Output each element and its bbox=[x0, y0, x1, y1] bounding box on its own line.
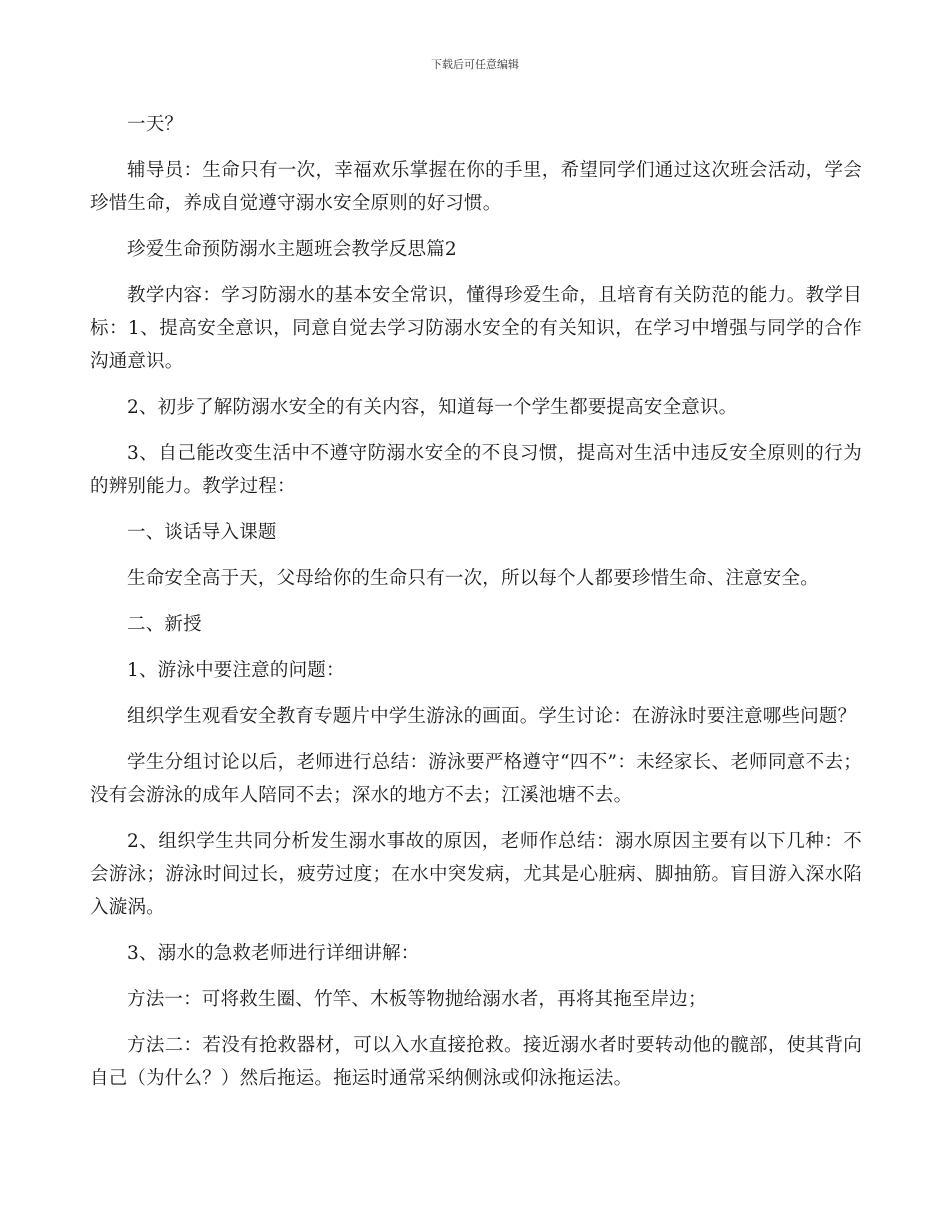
paragraph: 2、组织学生共同分析发生溺水事故的原因，老师作总结：溺水原因主要有以下几种：不会游泳；游泳时间过长，疲劳过度；在水中突发病，尤其是心脏病、脚抽筋。盲目游入深水陷入漩涡。 bbox=[90, 831, 862, 918]
section-heading: 珍爱生命预防溺水主题班会教学反思篇2 bbox=[127, 239, 457, 260]
subheading: 一、谈话导入课题 bbox=[127, 522, 277, 543]
paragraph: 方法二：若没有抢救器材，可以入水直接抢救。接近溺水者时要转动他的髋部，使其背向自己（为什么？）然后拖运。拖运时通常采纳侧泳或仰泳拖运法。 bbox=[90, 1035, 862, 1089]
paragraph: 一天？ bbox=[127, 114, 184, 135]
paragraph: 3、自己能改变生活中不遵守防溺水安全的不良习惯，提高对生活中违反安全原则的行为的辨别能力。教学过程： bbox=[90, 443, 862, 497]
paragraph: 2、初步了解防溺水安全的有关内容，知道每一个学生都要提高安全意识。 bbox=[127, 397, 738, 418]
paragraph: 组织学生观看安全教育专题片中学生游泳的画面。学生讨论：在游泳时要注意哪些问题？ bbox=[127, 706, 857, 727]
paragraph: 生命安全高于天，父母给你的生命只有一次，所以每个人都要珍惜生命、注意安全。 bbox=[127, 568, 819, 589]
paragraph: 学生分组讨论以后，老师进行总结：游泳要严格遵守“四不”：未经家长、老师同意不去；没有会游泳的成年人陪同不去；深水的地方不去；江溪池塘不去。 bbox=[90, 752, 862, 806]
subheading: 二、新授 bbox=[127, 614, 202, 635]
paragraph: 辅导员：生命只有一次，幸福欢乐掌握在你的手里，希望同学们通过这次班会活动，学会珍惜生命，养成自觉遵守溺水安全原则的好习惯。 bbox=[90, 160, 862, 214]
paragraph: 3、溺水的急救老师进行详细讲解： bbox=[127, 943, 420, 964]
paragraph: 1、游泳中要注意的问题： bbox=[127, 660, 345, 681]
document-body bbox=[90, 108, 862, 1108]
paragraph: 方法一：可将救生圈、竹竿、木板等物抛给溺水者，再将其拖至岸边； bbox=[127, 989, 707, 1010]
paragraph: 教学内容：学习防溺水的基本安全常识，懂得珍爱生命，且培育有关防范的能力。教学目标：1、提高安全意识，同意自觉去学习防溺水安全的有关知识，在学习中增强与同学的合作沟通意识。 bbox=[90, 285, 862, 372]
page-header-note: 下载后可任意编辑 bbox=[431, 58, 519, 71]
